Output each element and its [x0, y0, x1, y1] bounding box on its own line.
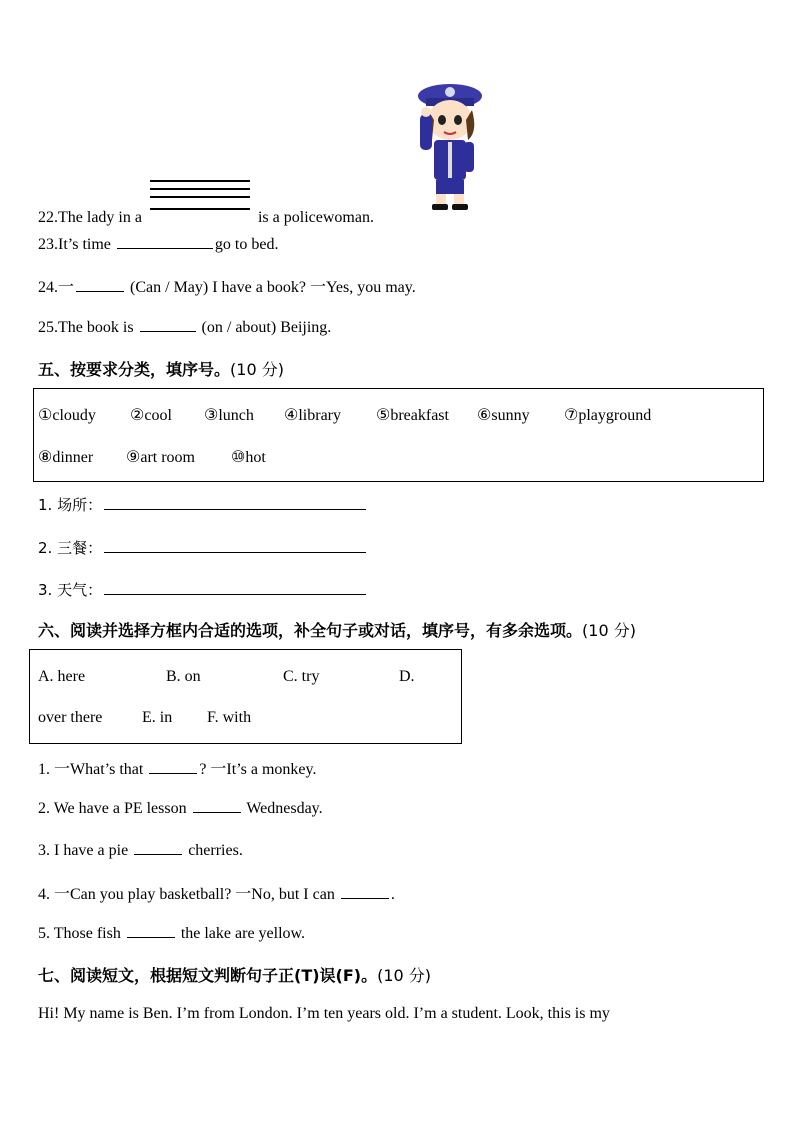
question-22: 22.The lady in a is a policewoman. [38, 194, 374, 227]
classify-item-weather: 3. 天气： [38, 579, 368, 600]
s6-question-2: 2. We have a PE lesson Wednesday. [38, 797, 323, 818]
option-c: C. try [283, 668, 320, 685]
s6-question-1: 1. 一What’s that ? 一It’s a monkey. [38, 756, 317, 779]
s6-question-5: 5. Those fish the lake are yellow. [38, 922, 305, 943]
answer-blank[interactable] [134, 839, 182, 855]
option-b: B. on [166, 668, 201, 685]
answer-blank[interactable] [140, 316, 196, 332]
reading-passage: Hi! My name is Ben. I’m from London. I’m ten years old. I’m a student. Look, this is my [38, 1005, 610, 1022]
section-7-heading: 七、阅读短文，根据短文判断句子正(T)误(F)。(10 分) [38, 966, 432, 985]
word-bank-box [33, 388, 764, 482]
option-d: D. [399, 668, 415, 685]
option-f: F. with [207, 709, 252, 726]
answer-blank[interactable] [104, 537, 366, 553]
answer-blank[interactable] [341, 883, 389, 899]
word-option: ⑦playground [564, 407, 652, 424]
answer-blank[interactable] [104, 579, 366, 595]
answer-blank[interactable] [117, 233, 213, 249]
option-d-text: over there [38, 709, 103, 726]
option-a: A. here [38, 668, 86, 685]
options-box [29, 649, 462, 744]
answer-lines[interactable] [150, 194, 250, 224]
policewoman-illustration [412, 80, 488, 212]
question-23: 23.It’s time go to bed. [38, 233, 278, 254]
question-25: 25.The book is (on / about) Beijing. [38, 316, 331, 337]
answer-blank[interactable] [104, 494, 366, 510]
s6-question-3: 3. I have a pie cherries. [38, 839, 243, 860]
word-option: ⑨art room [126, 449, 195, 466]
word-option: ⑥sunny [477, 407, 530, 424]
option-e: E. in [142, 709, 173, 726]
word-option: ②cool [130, 407, 172, 424]
word-option: ③lunch [204, 407, 254, 424]
answer-blank[interactable] [127, 922, 175, 938]
classify-item-place: 1. 场所： [38, 494, 368, 515]
answer-blank[interactable] [76, 276, 124, 292]
word-option: ①cloudy [38, 407, 96, 424]
classify-item-meals: 2. 三餐： [38, 537, 368, 558]
word-option: ④library [284, 407, 341, 424]
question-24: 24.一 (Can / May) I have a book? 一Yes, you may. [38, 274, 416, 297]
section-5-heading: 五、按要求分类，填序号。(10 分) [38, 360, 284, 379]
s6-question-4: 4. 一Can you play basketball? 一No, but I can . [38, 881, 395, 904]
answer-blank[interactable] [193, 797, 241, 813]
word-option: ⑧dinner [38, 449, 94, 466]
word-option: ⑤breakfast [376, 407, 449, 424]
answer-blank[interactable] [149, 758, 197, 774]
section-6-heading: 六、阅读并选择方框内合适的选项，补全句子或对话，填序号，有多余选项。(10 分) [38, 621, 636, 640]
word-option: ⑩hot [231, 449, 266, 466]
